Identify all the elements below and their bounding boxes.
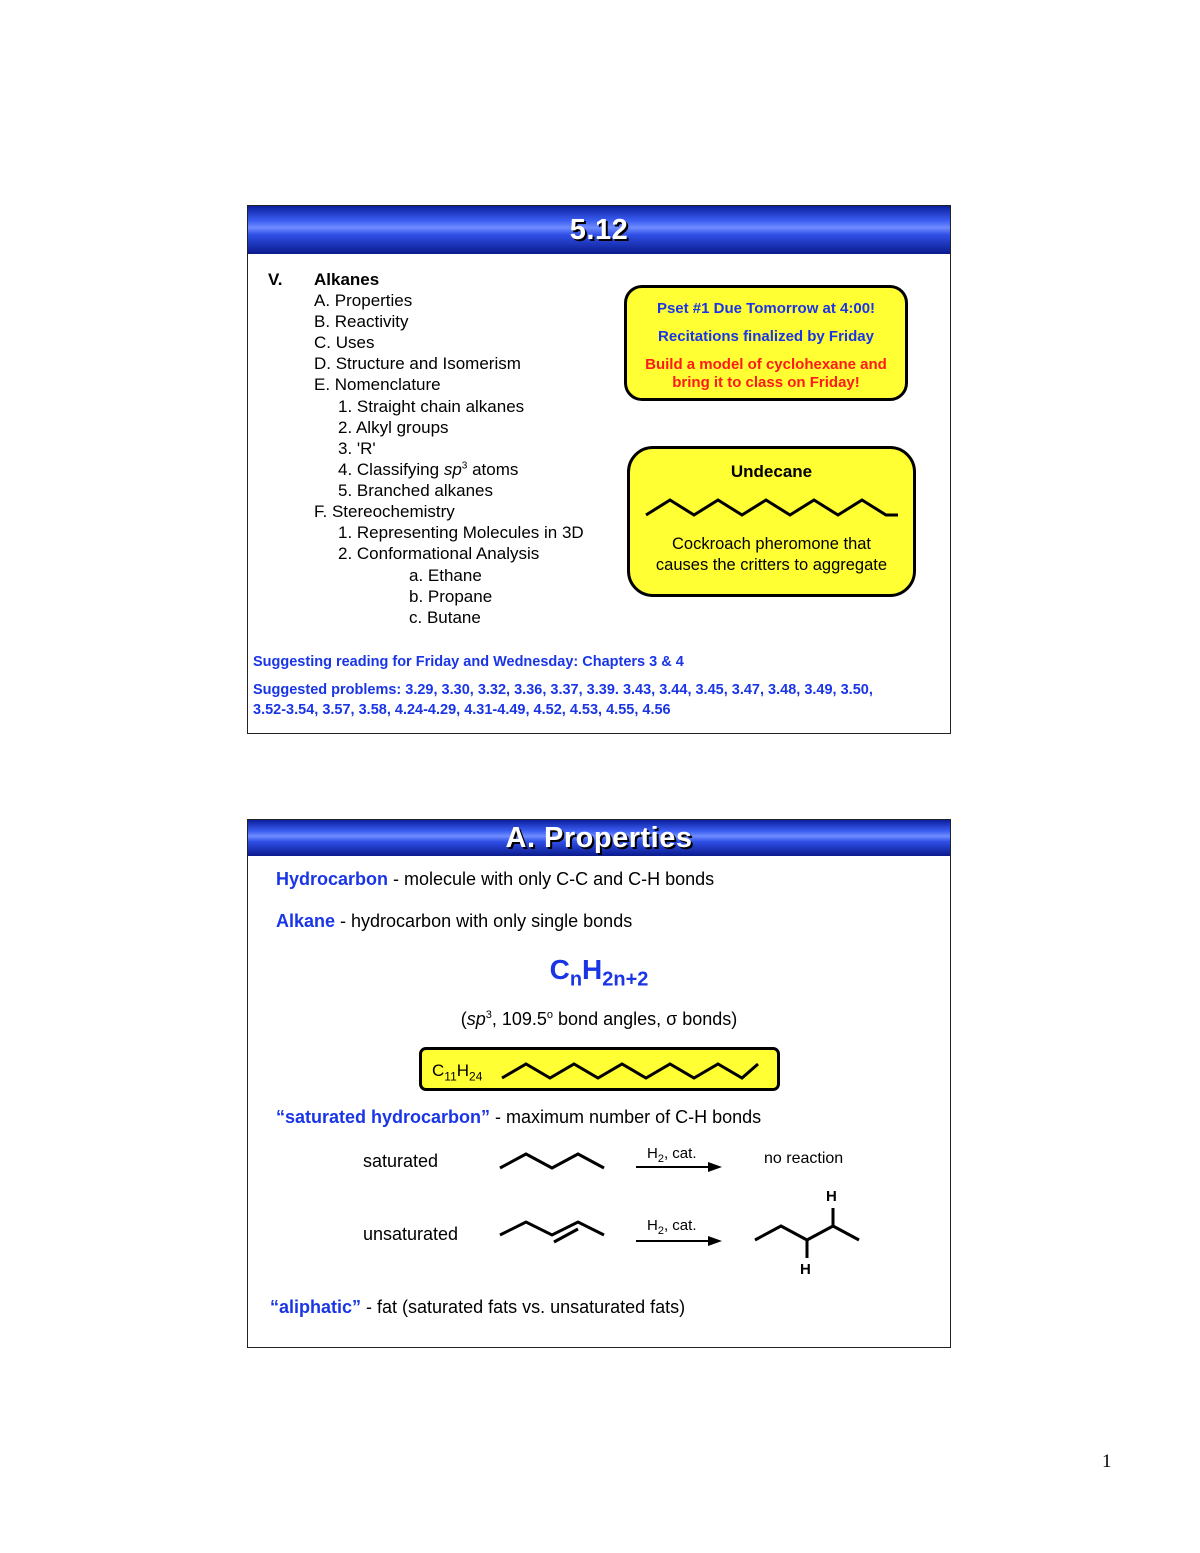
bond-info [248,1009,950,1030]
reagent-sub: 2 [657,1225,664,1237]
saturated-text: - maximum number of C-H bonds [490,1107,762,1127]
outline-item: D. Structure and Isomerism [314,354,521,373]
undecane-structure [642,495,902,521]
alkane-term: Alkane [276,911,336,931]
outline-item: c. Butane [409,608,481,627]
reagent-h: H [647,1217,658,1234]
reaction-arrow-unsaturated [636,1234,726,1248]
model-note-line1: Build a model of cyclohexane and [645,356,887,373]
undecane-box [627,446,916,597]
hydrogen-atom-bottom: H [800,1261,811,1278]
undecane-title: Undecane [730,462,813,481]
outline-item: F. Stereochemistry [314,502,455,521]
suggested-problems-line1: Suggested problems: 3.29, 3.30, 3.32, 3.36, 3.37, 3.39. 3.43, 3.44, 3.45, 3.47, 3.48, 3.49, 3.50, [253,682,873,698]
suggested-problems-line2: 3.52-3.54, 3.57, 3.58, 4.24-4.29, 4.31-4.49, 4.52, 4.53, 4.55, 4.56 [253,702,671,718]
degree-sign: o [546,1009,554,1021]
outline-item: E. Nomenclature [314,375,441,394]
outline-item: 1. Representing Molecules in 3D [338,523,584,542]
sp3-superscript: 3 [461,460,468,472]
saturated-label: saturated [363,1151,439,1171]
reagent-rest: , cat. [663,1217,697,1234]
hydrocarbon-definition [276,869,714,890]
formula-c: C [549,954,570,985]
recitations-note: Recitations finalized by Friday [658,328,874,345]
outline-item: 5. Branched alkanes [338,481,493,500]
hydrogen-atom-top: H [826,1188,837,1205]
hydrogenated-product-structure [753,1202,863,1262]
hydrocarbon-term: Hydrocarbon [276,869,389,889]
bond-angle-rest: bond angles, [553,1009,667,1029]
slide-2 [247,819,951,1348]
outline-item: 4. Classifying [338,460,444,479]
undecane-caption-line2: causes the critters to aggregate [655,556,888,574]
undecane-formula [432,1061,482,1083]
slide-2-banner [248,820,950,856]
bond-open: ( [460,1009,467,1029]
bond-sp: sp [466,1009,486,1029]
reagent-rest: , cat. [663,1145,697,1162]
alkane-text: - hydrocarbon with only single bonds [335,911,633,931]
announcement-box [624,285,908,401]
reagent-sub: 2 [657,1153,664,1165]
reaction-arrow-saturated [636,1160,726,1174]
unsaturated-label: unsaturated [363,1224,459,1244]
outline-item: 1. Straight chain alkanes [338,397,525,416]
alkane-definition [276,911,632,932]
slide-1-banner [248,206,950,254]
saturated-definition [276,1107,761,1128]
butane-structure [498,1148,608,1174]
general-formula [248,954,950,992]
outline-heading: Alkanes [314,270,380,289]
undecane-example-box [419,1047,780,1091]
outline-item: 2. Conformational Analysis [338,544,540,563]
no-reaction-label: no reaction [764,1150,844,1167]
sigma-symbol: σ [666,1009,678,1029]
example-c: C [432,1061,445,1080]
formula-sub: 2n+2 [602,968,649,991]
outline-item: 2. Alkyl groups [338,418,449,437]
outline-item: a. Ethane [409,566,482,585]
slide-1-title: 5.12 [569,213,629,246]
model-note-line2: bring it to class on Friday! [672,374,860,391]
outline-item-sp3 [338,460,518,480]
bond-sp-sup: 3 [485,1009,492,1021]
reagent-h: H [647,1145,658,1162]
example-h: H [456,1061,470,1080]
bond-end: bonds) [677,1009,738,1029]
aliphatic-definition [270,1297,685,1318]
aliphatic-text: - fat (saturated fats vs. unsaturated fats) [361,1297,686,1317]
slide-2-title: A. Properties [505,821,693,854]
undecane-example-structure [500,1058,762,1084]
aliphatic-term: “aliphatic” [270,1297,362,1317]
outline-item: 3. 'R' [338,439,376,458]
atoms-label: atoms [467,460,519,479]
example-c-sub: 11 [444,1069,457,1084]
outline-item: b. Propane [409,587,493,606]
formula-h: H [582,954,603,985]
hydrocarbon-text: - molecule with only C-C and C-H bonds [388,869,715,889]
outline-item: C. Uses [314,333,375,352]
sp3-label: sp [443,460,462,479]
example-h-sub: 24 [469,1069,483,1084]
butene-structure [498,1219,608,1247]
outline-roman: V. [268,270,283,289]
bond-angle: , 109.5 [491,1009,547,1029]
outline-item: B. Reactivity [314,312,409,331]
undecane-caption-line1: Cockroach pheromone that [671,535,872,553]
slide-1 [247,205,951,734]
suggested-reading: Suggesting reading for Friday and Wednesday: Chapters 3 & 4 [253,654,684,670]
formula-n: n [569,968,583,991]
pset-due-note: Pset #1 Due Tomorrow at 4:00! [656,300,876,317]
saturated-term: “saturated hydrocarbon” [276,1107,491,1127]
outline-item: A. Properties [314,291,413,310]
page-number: 1 [1102,1451,1112,1472]
